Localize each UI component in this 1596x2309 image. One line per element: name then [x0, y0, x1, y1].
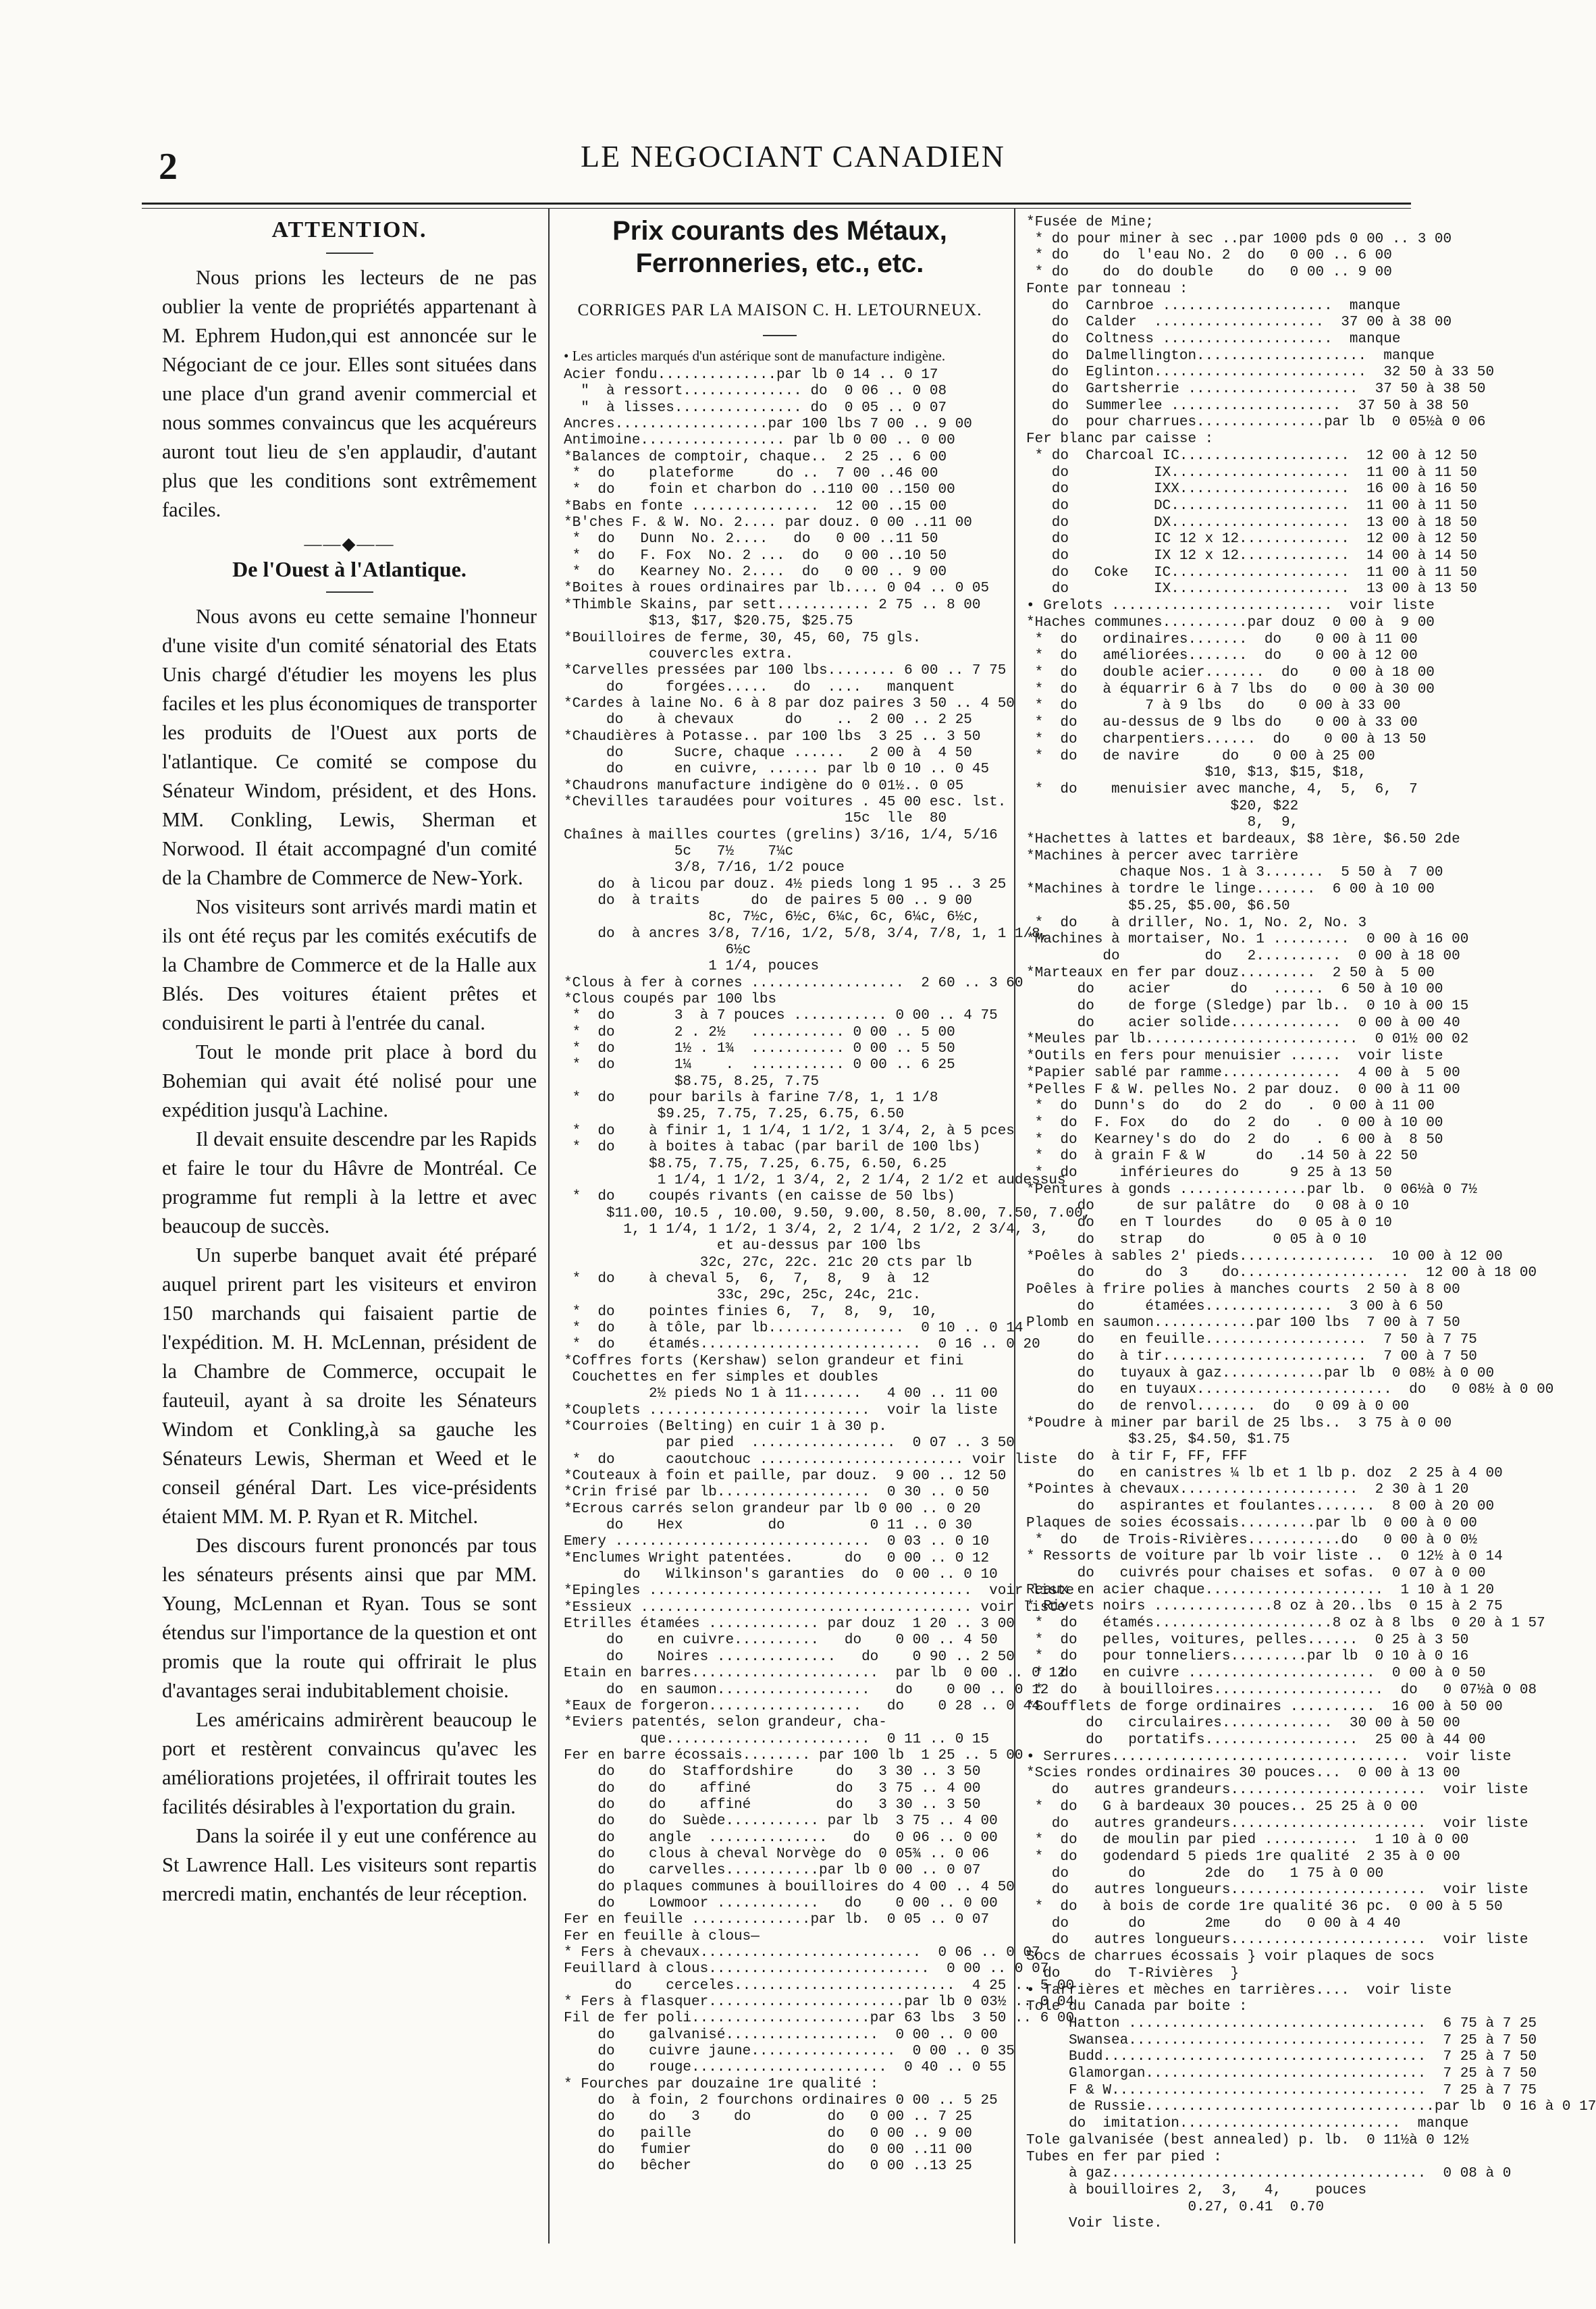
price-line: 2½ pieds No 1 à 11....... 4 00 .. 11 00	[564, 1386, 998, 1402]
price-line: *Meules par lb......................... 0 01½ 00 02	[1026, 1032, 1469, 1048]
price-line: Socs de charrues écossais } voir plaques de socs	[1026, 1949, 1435, 1965]
article-paragraph: Tout le monde prit place à bord du Bohemian qui avait été nolisé pour une expédition jusqu'à Lachine.	[162, 1040, 537, 1121]
price-line: do cuivrés pour chaises et sofas. 0 07 à 0 00	[1026, 1565, 1486, 1581]
price-line: Fonte par tonneau :	[1026, 281, 1188, 297]
price-line: *Poudre à miner par baril de 25 lbs.. 3 75 à 0 00	[1026, 1415, 1452, 1431]
price-line: do pour charrues...............par lb 0 05½à 0 06	[1026, 415, 1486, 431]
price-line: do IC 12 x 12............. 12 00 à 12 50	[1026, 531, 1477, 548]
price-line: * do à bouilloires.................... do 0 07½à 0 08	[1026, 1682, 1537, 1698]
price-line: do Dalmellington.................... manque	[1026, 348, 1435, 364]
price-line: * do Charcoal IC.................... 12 00 à 12 50	[1026, 448, 1477, 464]
price-line: do plaques communes à bouilloires do 4 00 .. 4 50	[564, 1879, 1015, 1895]
price-line: do IX 12 x 12............. 14 00 à 14 50	[1026, 548, 1477, 564]
price-line: do autres longueurs....................... voir liste	[1026, 1882, 1528, 1899]
article-paragraph: Les américains admirèrent beaucoup le port et restèrent convaincus qu'avec les améliorations projetées, il offrirait toutes les facilités désirables à l'exportation du grain.	[162, 1708, 537, 1818]
price-line: do à licou par douz. 4½ pieds long 1 95 .. 3 25	[564, 876, 1007, 893]
price-line: à bouilloires 2, 3, 4, pouces	[1026, 2182, 1367, 2198]
price-line: 32c, 27c, 22c. 21c 20 cts par lb	[564, 1254, 972, 1271]
price-line: *Pointes à chevaux..................... 2 30 à 1 20	[1026, 1482, 1469, 1498]
price-line: * do inférieures do 9 25 à 13 50	[1026, 1165, 1392, 1182]
column-divider-1	[548, 208, 550, 2244]
price-line: *Carvelles pressées par 100 lbs........ 6 00 .. 7 75	[564, 663, 1007, 679]
price-line: * do au-dessus de 9 lbs do 0 00 à 33 00	[1026, 715, 1418, 731]
price-line: do circulaires............. 30 00 à 50 00	[1026, 1716, 1460, 1732]
price-line: * do Kearney No. 2.... do 0 00 .. 9 00	[564, 564, 947, 581]
price-line: Fil de fer poli.....................par 63 lbs 3 50 .. 6 00	[564, 2011, 1075, 2027]
price-line: * do 3 à 7 pouces ........... 0 00 .. 4 75	[564, 1008, 998, 1024]
price-line: * do charpentiers...... do 0 00 à 13 50	[1026, 731, 1427, 747]
price-line: do à traits do de paires 5 00 .. 9 00	[564, 893, 972, 909]
price-line: do de renvol....... do 0 09 à 0 00	[1026, 1398, 1410, 1414]
heading-divider	[763, 335, 797, 336]
price-line: *Machines à percer avec tarrière	[1026, 848, 1299, 864]
price-line: $20, $22	[1026, 798, 1299, 814]
price-line: couvercles extra.	[564, 646, 794, 662]
price-line: 5c 7½ 7¼c	[564, 843, 794, 859]
price-line: 0.27, 0.41 0.70	[1026, 2199, 1325, 2215]
price-line: 15c lle 80	[564, 811, 947, 827]
price-line: do à tir........................ 7 00 à 7 50	[1026, 1348, 1477, 1364]
price-line: et au-dessus par 100 lbs	[564, 1238, 922, 1254]
price-line: *Poêles à sables 2' pieds................ 10 00 à 12 00	[1026, 1248, 1503, 1265]
price-line: F & W..................................... 7 25 à 7 75	[1026, 2082, 1537, 2098]
price-line: à gaz..................................... 0 08 à 0	[1026, 2166, 1512, 2182]
price-line: *Papier sablé par ramme.............. 4 00 à 5 00	[1026, 1065, 1460, 1081]
price-line: do aspirantes et foulantes....... 8 00 à 20 00	[1026, 1499, 1495, 1515]
price-line: *Couteaux à foin et paille, par douz. 9 00 .. 12 50	[564, 1468, 1007, 1485]
price-line: do acier solide............. 0 00 à 00 40	[1026, 1015, 1460, 1031]
price-line: * do Dunn's do do 2 do . 0 00 à 11 00	[1026, 1098, 1435, 1115]
price-line: do forgées..... do .... manquent	[564, 679, 955, 695]
price-line: *Thimble Skains, par sett........... 2 75 .. 8 00	[564, 597, 981, 613]
price-line: Tole galvanisée (best annealed) p. lb. 0 11½à 0 12½	[1026, 2132, 1469, 2148]
price-line: do en cuivre, ...... par lb 0 10 .. 0 45	[564, 762, 990, 778]
price-line: do do 3 do do 0 00 .. 7 25	[564, 2109, 972, 2125]
price-line: do autres longueurs....................... voir liste	[1026, 1932, 1528, 1948]
price-line: do à foin, 2 fourchons ordinaires 0 00 .. 5 25	[564, 2093, 998, 2109]
price-line: * do pointes finies 6, 7, 8, 9, 10,	[564, 1304, 938, 1320]
price-line: * do 1½ . 1¾ ........... 0 00 .. 5 50	[564, 1041, 955, 1057]
price-line: *Coffres forts (Kershaw) selon grandeur et fini	[564, 1353, 964, 1369]
price-line: 1, 1 1/4, 1 1/2, 1 3/4, 2, 2 1/4, 2 1/2, 2 3/4, 3,	[564, 1221, 1049, 1238]
price-line: * Ressorts de voiture par lb voir liste .. 0 12½ à 0 14	[1026, 1549, 1503, 1565]
price-line: do Eglinton......................... 32 50 à 33 50	[1026, 365, 1495, 381]
price-line: * do Dunn No. 2.... do 0 00 ..11 50	[564, 531, 938, 548]
price-line: * do en cuivre ...................... 0 00 à 0 50	[1026, 1666, 1486, 1682]
price-line: *Eaux de forgeron.................. do 0 28 .. 0 44	[564, 1698, 1040, 1714]
price-line: do cuivre jaune................. 0 00 .. 0 35	[564, 2044, 1015, 2060]
price-line: Plomb en saumon............par 100 lbs 7 00 à 7 50	[1026, 1315, 1460, 1331]
price-list-entries-continued	[1026, 215, 1596, 2233]
price-line: *Marteaux en fer par douz......... 2 50 à 5 00	[1026, 965, 1435, 981]
price-line: do cerceles.......................... 4 25 .. 5 00	[564, 1978, 1075, 1994]
price-line: *Boites à roues ordinaires par lb.... 0 04 .. 0 05	[564, 581, 990, 597]
article-paragraph: Il devait ensuite descendre par les Rapids et faire le tour du Hâvre de Montréal. Ce programme fut rempli à la lettre et avec beaucoup de succès.	[162, 1127, 537, 1238]
price-line: do en T lourdes do 0 05 à 0 10	[1026, 1215, 1392, 1231]
price-line: do do 2me do 0 00 à 4 40	[1026, 1915, 1401, 1932]
price-line: Reaux en acier chaque..................... 1 10 à 1 20	[1026, 1582, 1495, 1598]
price-line: * do caoutchouc ........................ voir liste	[564, 1452, 1057, 1468]
price-line: do IX..................... 11 00 à 11 50	[1026, 465, 1477, 481]
price-line: par pied ................. 0 07 .. 3 50	[564, 1435, 1015, 1452]
price-line: Poêles à frire polies à manches courts 2 50 à 8 00	[1026, 1282, 1460, 1298]
price-line: * Fers à chevaux.......................... 0 06 .. 0 07	[564, 1945, 1040, 1961]
price-line: *Bouilloires de ferme, 30, 45, 60, 75 gls.	[564, 630, 922, 646]
price-line: *Essieux ....................................... voir liste	[564, 1599, 1066, 1616]
price-line: 6½c	[564, 943, 751, 959]
price-line: 1 1/4, pouces	[564, 959, 820, 975]
price-line: Voir liste.	[1026, 2216, 1163, 2232]
price-line: do Summerlee .................... 37 50 à 38 50	[1026, 398, 1469, 414]
price-line: Couchettes en fer simples et doubles	[564, 1369, 879, 1385]
price-line: do bêcher do 0 00 ..13 25	[564, 2158, 972, 2175]
price-line: $8.75, 7.75, 7.25, 6.75, 6.50, 6.25	[564, 1156, 947, 1172]
price-line: $5.25, $5.00, $6.50	[1026, 898, 1290, 914]
header-rule-thick	[142, 203, 1411, 205]
article-paragraph: Des discours furent prononcés par tous les sénateurs présents ainsi que par MM. Young, McLennan et Ryan. Tous se sont étendus sur l'importance de la question et ont promis que la route qui offrirait le plus d'avantages serai indubitablement choisie.	[162, 1534, 537, 1702]
price-line: do do affiné do 3 30 .. 3 50	[564, 1797, 981, 1813]
price-line: do à tir F, FF, FFF	[1026, 1449, 1248, 1465]
price-line: * do à finir 1, 1 1/4, 1 1/2, 1 3/4, 2, à 5 pces	[564, 1123, 1015, 1139]
price-line: do Gartsherrie .................... 37 50 à 38 50	[1026, 381, 1486, 398]
price-line: *Machines à tordre le linge....... 6 00 à 10 00	[1026, 882, 1435, 898]
price-line: do clous à cheval Norvège do 0 05¾ .. 0 06	[564, 1846, 990, 1862]
price-line: * do à cheval 5, 6, 7, 8, 9 à 12	[564, 1271, 930, 1287]
price-line: Antimoine................. par lb 0 00 .. 0 00	[564, 433, 955, 449]
price-line: 8c, 7½c, 6½c, 6¼c, 6c, 6¼c, 6½c,	[564, 909, 981, 926]
price-line: * do 1¼ . ........... 0 00 .. 6 25	[564, 1057, 955, 1073]
page-number: 2	[159, 146, 178, 188]
price-line: do IXX.................... 16 00 à 16 50	[1026, 481, 1477, 498]
price-line: Hatton ................................... 6 75 à 7 25	[1026, 2015, 1537, 2032]
price-line: Chaînes à mailles courtes (grelins) 3/16, 1/4, 5/16	[564, 827, 998, 843]
price-line: do angle .............. do 0 06 .. 0 00	[564, 1830, 998, 1846]
price-line: *Chaudières à Potasse.. par 100 lbs 3 25 .. 3 50	[564, 728, 981, 745]
price-line: *Clous coupés par 100 lbs	[564, 992, 777, 1008]
price-line: * do do do double do 0 00 .. 9 00	[1026, 265, 1392, 281]
price-line: * do Kearney's do do 2 do . 6 00 à 8 50	[1026, 1132, 1443, 1148]
price-line: do à chevaux do .. 2 00 .. 2 25	[564, 712, 972, 728]
price-line: do de forge (Sledge) par lb.. 0 10 à 00 15	[1026, 999, 1469, 1015]
price-line: Ancres..................par 100 lbs 7 00 .. 9 00	[564, 417, 972, 433]
price-line: * do étamés.....................8 oz à 8 lbs 0 20 à 1 57	[1026, 1616, 1545, 1632]
price-line: *Courroies (Belting) en cuir 1 à 30 p.	[564, 1419, 887, 1435]
price-line: * do 2 . 2½ ........... 0 00 .. 5 00	[564, 1024, 955, 1040]
running-title: LE NEGOCIANT CANADIEN	[581, 139, 1005, 174]
price-line: do acier do ...... 6 50 à 10 00	[1026, 982, 1443, 998]
price-line: Plaques de soies écossais.........par lb 0 00 à 0 00	[1026, 1515, 1477, 1531]
price-line: do Carnbroe .................... manque	[1026, 298, 1401, 314]
price-line: * do godendard 5 pieds 1re qualité 2 35 à 0 00	[1026, 1849, 1460, 1865]
header-rule-thin	[142, 208, 1411, 209]
price-line: do rouge....................... 0 40 .. 0 55	[564, 2060, 1007, 2076]
column-1	[162, 217, 537, 1909]
price-line: * Fourches par douzaine 1re qualité :	[564, 2076, 879, 2092]
price-line: que........................ 0 11 .. 0 15	[564, 1731, 990, 1747]
price-line: Fer en barre écossais........ par 100 lb 1 25 .. 5 00	[564, 1747, 1023, 1763]
price-line: *Clous à fer à cornes .................. 2 60 .. 3 60	[564, 975, 1023, 991]
price-line: * do à équarrir 6 à 7 lbs do 0 00 à 30 00	[1026, 681, 1435, 697]
price-line: chaque Nos. 1 à 3....... 5 50 à 7 00	[1026, 865, 1443, 881]
price-line: *Couplets .......................... voir la liste	[564, 1402, 998, 1418]
heading-divider	[326, 591, 373, 593]
price-line: Etain en barres...................... par lb 0 00 .. 0 12	[564, 1666, 1066, 1682]
price-line: * do étamés.......................... 0 16 .. 0 20	[564, 1337, 1040, 1353]
price-line: * do 7 à 9 lbs do 0 00 à 33 00	[1026, 698, 1401, 714]
price-line: do do affiné do 3 75 .. 4 00	[564, 1780, 981, 1797]
price-line: * do de moulin par pied ........... 1 10 à 0 00	[1026, 1832, 1469, 1849]
price-line: 3/8, 7/16, 1/2 pouce	[564, 860, 845, 876]
price-line: do Calder .................... 37 00 à 38 00	[1026, 315, 1452, 331]
price-line: * do à driller, No. 1, No. 2, No. 3	[1026, 915, 1367, 931]
price-line: do Lowmoor ............ do 0 00 .. 0 00	[564, 1895, 998, 1911]
price-line: * do G à bardeaux 30 pouces.. 25 25 à 0 00	[1026, 1799, 1418, 1815]
price-line: * do à tôle, par lb................ 0 10 .. 0 14	[564, 1320, 1023, 1336]
price-line: do do Staffordshire do 3 30 .. 3 50	[564, 1764, 981, 1780]
price-line: * do de Trois-Rivières...........do 0 00 à 0 0½	[1026, 1532, 1477, 1548]
article-paragraph: Nous avons eu cette semaine l'honneur d'une visite d'un comité sénatorial des Etats Unis chargé d'étudier les moyens les plus faciles et les plus économiques de transporter les produits de l'Ouest aux ports de l'atlantique. Ce comité se compose du Sénateur Windom, président, et des Hons. MM. Conkling, Lewis, Sherman et Norwood. Il était accompagné d'un comité de la Chambre de Commerce de New-York.	[162, 605, 537, 889]
price-line: do en canistres ¼ lb et 1 lb p. doz 2 25 à 4 00	[1026, 1465, 1503, 1481]
price-line: * do pour barils à farine 7/8, 1, 1 1/8	[564, 1090, 938, 1107]
price-line: do à ancres 3/8, 7/16, 1/2, 5/8, 3/4, 7/8, 1, 1 1/8,	[564, 926, 1049, 942]
price-line: do tuyaux à gaz............par lb 0 08½ à 0 00	[1026, 1365, 1495, 1381]
price-line: $10, $13, $15, $18,	[1026, 765, 1367, 781]
price-line: Emery .............................. 0 03 .. 0 10	[564, 1534, 990, 1550]
price-line: do Hex do 0 11 .. 0 30	[564, 1518, 972, 1534]
column-3	[1026, 215, 1596, 2233]
price-line: do strap do 0 05 à 0 10	[1026, 1231, 1367, 1248]
price-line: *Outils en fers pour menuisier ...... voir liste	[1026, 1049, 1443, 1065]
price-line: *Scies rondes ordinaires 30 pouces... 0 00 à 13 00	[1026, 1766, 1460, 1782]
price-line: do carvelles...........par lb 0 00 .. 0 07	[564, 1863, 981, 1879]
price-line: do do 3 do.................... 12 00 à 18 00	[1026, 1265, 1537, 1281]
article-paragraph: Dans la soirée il y eut une conférence au St Lawrence Hall. Les visiteurs sont repartis mercredi matin, enchantés de leur réception.	[162, 1824, 537, 1905]
price-line: * do améliorées....... do 0 00 à 12 00	[1026, 648, 1418, 664]
article-paragraph: Un superbe banquet avait été préparé auquel prirent part les visiteurs et environ 150 marchands qui faisaient partie de l'expédition. M. H. McLennan, président de la Chambre de Commerce, occupait le fauteuil, ayant à sa droite les Sénateurs Windom et Conkling,à sa gauche les Sénateurs Lewis, Sherman et Weed et le conseil général Dart. Les vice-présidents étaient MM. M. P. Ryan et R. Mitchel.	[162, 1244, 537, 1528]
price-line: * Rivets noirs ..............8 oz à 20..lbs 0 15 à 2 75	[1026, 1599, 1503, 1615]
price-line: *Chevilles taraudées pour voitures . 45 00 esc. lst.	[564, 794, 1007, 810]
price-line: $3.25, $4.50, $1.75	[1026, 1432, 1290, 1448]
price-line: do en saumon.................. do 0 00 .. 0 12	[564, 1682, 1049, 1698]
price-line: *Chaudrons manufacture indigène do 0 01½.. 0 05	[564, 778, 964, 794]
price-line: do fumier do 0 00 ..11 00	[564, 2142, 972, 2158]
price-line: Acier fondu..............par lb 0 14 .. 0 17	[564, 367, 938, 383]
price-line: do DC..................... 11 00 à 11 50	[1026, 498, 1477, 514]
price-line: Etrilles étamées ............. par douz 1 20 .. 3 00	[564, 1616, 1015, 1633]
manufacture-note: • Les articles marqués d'un astérique sont de manufacture indigène.	[564, 348, 946, 364]
price-line: do Wilkinson's garanties do 0 00 .. 0 10	[564, 1567, 998, 1583]
price-line: do Sucre, chaque ...... 2 00 à 4 50	[564, 745, 972, 761]
price-line: do autres grandeurs....................... voir liste	[1026, 1815, 1528, 1832]
price-line: Tubes en fer par pied :	[1026, 2149, 1222, 2165]
price-line: do étamées............... 3 00 à 6 50	[1026, 1298, 1443, 1315]
price-line: do paille do 0 00 .. 9 00	[564, 2125, 972, 2142]
price-line: * do coupés rivants (en caisse de 50 lbs)	[564, 1189, 955, 1205]
price-line: Fer blanc par caisse :	[1026, 431, 1214, 448]
price-line: Budd...................................... 7 25 à 7 50	[1026, 2049, 1537, 2065]
price-line: $9.25, 7.75, 7.25, 6.75, 6.50	[564, 1107, 905, 1123]
price-line: * do à grain F & W do .14 50 à 22 50	[1026, 1148, 1418, 1165]
price-line: • Grelots .......................... voir liste	[1026, 598, 1435, 614]
price-line: * Fers à flasquer.......................par lb 0 03½ .. 0 04	[564, 1994, 1075, 2011]
price-line: * do à boites à tabac (par baril de 100 lbs)	[564, 1140, 981, 1156]
price-line: * do foin et charbon do ..110 00 ..150 00	[564, 482, 955, 498]
price-line: " à ressort.............. do 0 06 .. 0 08	[564, 383, 947, 400]
price-line: do IX..................... 13 00 à 13 50	[1026, 581, 1477, 598]
price-line: *Babs en fonte ............... 12 00 ..15 00	[564, 498, 947, 514]
price-line: *Enclumes Wright patentées. do 0 00 .. 0 12	[564, 1550, 990, 1566]
price-line: Fer en feuille à clous—	[564, 1928, 760, 1944]
price-line: do de sur palâtre do 0 08 à 0 10	[1026, 1198, 1410, 1215]
price-line: do autres grandeurs....................... voir liste	[1026, 1782, 1528, 1799]
price-line: * do double acier....... do 0 00 à 18 00	[1026, 664, 1435, 681]
price-line: * do menuisier avec manche, 4, 5, 6, 7	[1026, 781, 1418, 797]
price-line: *Cardes à laine No. 6 à 8 par doz paires 3 50 .. 4 50	[564, 695, 1015, 712]
price-line: do en cuivre.......... do 0 00 .. 4 50	[564, 1633, 998, 1649]
attention-heading: ATTENTION.	[271, 217, 427, 242]
attention-paragraph: Nous prions les lecteurs de ne pas oublier la vente de propriétés appartenant à M. Ephrem Hudon,qui est annoncée sur le Négociant de ce jour. Elles sont situées dans une place d'un grand avenir commercial et nous sommes convaincus que les acquéreurs auront tout lieu de s'en applaudir, d'autant plus que les conditions sont extrêmement faciles.	[162, 266, 537, 521]
price-line: 8, 9,	[1026, 815, 1299, 831]
price-list-entries	[564, 367, 1092, 2175]
price-line: 33c, 29c, 25c, 24c, 21c.	[564, 1288, 922, 1304]
price-line: do DX..................... 13 00 à 18 50	[1026, 514, 1477, 531]
price-line: do Coltness .................... manque	[1026, 331, 1401, 347]
price-line: * do ordinaires....... do 0 00 à 11 00	[1026, 631, 1418, 647]
price-line: do Coke IC..................... 11 00 à 11 50	[1026, 564, 1477, 581]
price-line: Glamorgan................................. 7 25 à 7 50	[1026, 2066, 1537, 2082]
price-line: *Hachettes à lattes et bardeaux, $8 1ère, $6.50 2de	[1026, 832, 1460, 848]
price-line: * do pour miner à sec ..par 1000 pds 0 00 .. 3 00	[1026, 231, 1452, 247]
heading-divider	[326, 253, 373, 254]
price-line: do portatifs.................. 25 00 à 44 00	[1026, 1732, 1486, 1748]
price-line: *B'ches F. & W. No. 2.... par douz. 0 00 ..11 00	[564, 515, 972, 531]
price-line: $13, $17, $20.75, $25.75	[564, 614, 853, 630]
price-line: * do pelles, voitures, pelles...... 0 25 à 3 50	[1026, 1632, 1469, 1648]
price-line: do do 2de do 1 75 à 0 00	[1026, 1865, 1384, 1882]
price-line: *Pelles F & W. pelles No. 2 par douz. 0 00 à 11 00	[1026, 1082, 1460, 1098]
price-line: Feuillard à clous.......................... 0 00 .. 0 07	[564, 1961, 1049, 1978]
article-heading: De l'Ouest à l'Atlantique.	[232, 557, 467, 581]
price-line: do do Suède........... par lb 3 75 .. 4 00	[564, 1813, 998, 1830]
price-line: 1 1/4, 1 1/2, 1 3/4, 2, 2 1/4, 2 1/2 et audessus	[564, 1172, 1066, 1188]
price-line: *Pentures à gonds ...............par lb. 0 06½à 0 7½	[1026, 1182, 1477, 1198]
corrected-by: CORRIGES PAR LA MAISON C. H. LETOURNEUX.	[577, 301, 982, 319]
price-line: • Tarrières et mèches en tarrières.... voir liste	[1026, 1982, 1452, 1998]
price-line: do en tuyaux....................... do 0 08½ à 0 00	[1026, 1382, 1554, 1398]
price-line: *Ecrous carrés selon grandeur par lb 0 00 .. 0 20	[564, 1501, 981, 1517]
price-line: de Russie..................................par lb 0 16 à 0 17	[1026, 2099, 1596, 2115]
price-line: *Machines à mortaiser, No. 1 ......... 0 00 à 16 00	[1026, 932, 1469, 948]
price-line: *Epingles ...................................... voir liste	[564, 1583, 1075, 1599]
price-line: do en feuille................... 7 50 à 7 75	[1026, 1332, 1477, 1348]
price-line: *Haches communes..........par douz 0 00 à 9 00	[1026, 614, 1435, 631]
price-line: * do do l'eau No. 2 do 0 00 .. 6 00	[1026, 248, 1392, 264]
price-line: do galvanisé.................. 0 00 .. 0 00	[564, 2027, 998, 2043]
price-line: $8.75, 8.25, 7.75	[564, 1073, 820, 1090]
ornament-divider: ——◆——	[304, 534, 395, 554]
article-paragraph: Nos visiteurs sont arrivés mardi matin et ils ont été reçus par les comités exécutifs de la Chambre de Commerce et de la Halle aux Blés. Des voitures étaient prêtes et conduisirent le parti à l'entrée du canal.	[162, 895, 537, 1034]
price-line: Swansea................................... 7 25 à 7 50	[1026, 2032, 1537, 2048]
price-line: do do T-Rivières }	[1026, 1965, 1240, 1982]
price-line: *Balances de comptoir, chaque.. 2 25 .. 6 00	[564, 449, 947, 465]
price-line: *Crin frisé par lb.................. 0 30 .. 0 50	[564, 1485, 990, 1501]
price-line: * do F. Fox No. 2 ... do 0 00 ..10 50	[564, 548, 947, 564]
price-list-title: Prix courants des Métaux, Ferronneries, etc., etc.	[612, 216, 947, 278]
price-line: *Fusée de Mine;	[1026, 215, 1154, 230]
price-line: " à lisses............... do 0 05 .. 0 07	[564, 400, 947, 416]
price-line: * do à bois de corde 1re qualité 36 pc. 0 00 à 5 50	[1026, 1899, 1503, 1915]
price-line: * do plateforme do .. 7 00 ..46 00	[564, 466, 938, 482]
price-line: • Serrures................................... voir liste	[1026, 1749, 1512, 1765]
price-line: do Noires .............. do 0 90 .. 2 50	[564, 1649, 1015, 1665]
price-line: do do 2.......... 0 00 à 18 00	[1026, 948, 1460, 964]
price-line: *Eviers patentés, selon grandeur, cha-	[564, 1715, 887, 1731]
price-line: Fer en feuille ..............par lb. 0 05 .. 0 07	[564, 1912, 990, 1928]
price-line: * do pour tonneliers.........par lb 0 10 à 0 16	[1026, 1649, 1469, 1665]
price-line: do imitation.......................... manque	[1026, 2116, 1469, 2132]
price-line: *Soufflets de forge ordinaires .......... 16 00 à 50 00	[1026, 1699, 1503, 1715]
price-line: Tole du Canada par boite :	[1026, 1999, 1248, 2015]
price-line: $11.00, 10.5 , 10.00, 9.50, 9.00, 8.50, 8.00, 7.50, 7.00,	[564, 1205, 1092, 1221]
price-line: * do de navire do 0 00 à 25 00	[1026, 748, 1375, 764]
price-line: * do F. Fox do do 2 do . 0 00 à 10 00	[1026, 1115, 1443, 1131]
